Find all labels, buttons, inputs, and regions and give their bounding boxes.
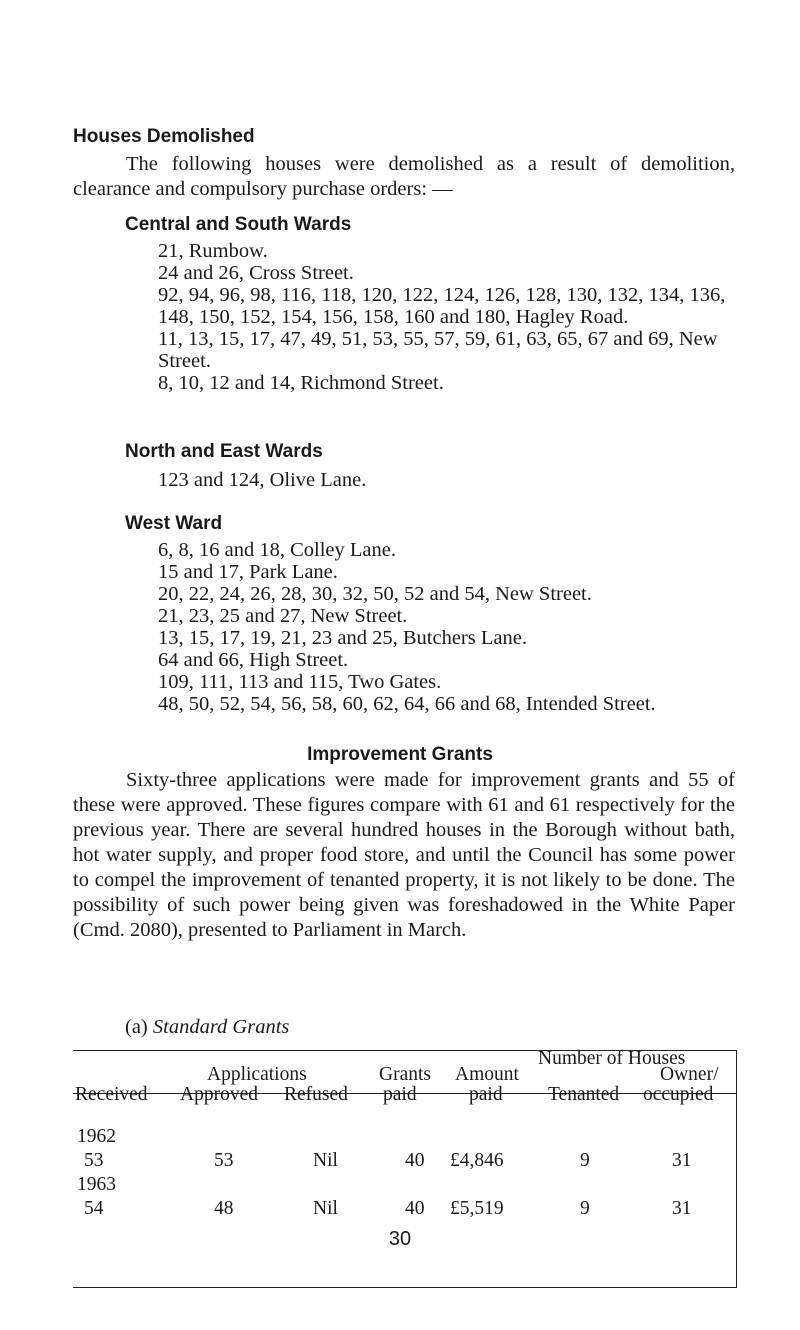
list-item: 24 and 26, Cross Street.	[158, 262, 354, 284]
cell-owner-occupied: 31	[672, 1150, 692, 1171]
header-approved: Approved	[180, 1084, 258, 1105]
list-item: 21, 23, 25 and 27, New Street.	[158, 605, 408, 627]
page-number: 30	[388, 1228, 412, 1250]
header-refused: Refused	[284, 1084, 348, 1105]
section-heading-west: West Ward	[125, 513, 223, 534]
list-item: 109, 111, 113 and 115, Two Gates.	[158, 671, 442, 693]
cell-tenanted: 9	[580, 1198, 590, 1219]
list-item: 48, 50, 52, 54, 56, 58, 60, 62, 64, 66 and 68, Intended Street.	[158, 693, 656, 715]
list-item: 11, 13, 15, 17, 47, 49, 51, 53, 55, 57, 59, 61, 63, 65, 67 and 69, New Street.	[158, 328, 718, 372]
cell-approved: 48	[214, 1198, 234, 1219]
cell-refused: Nil	[313, 1150, 338, 1171]
standard-grants-label	[125, 1016, 289, 1039]
header-tenanted: Tenanted	[548, 1084, 620, 1105]
header-amount: Amount	[455, 1064, 519, 1085]
list-item: 21, Rumbow.	[158, 240, 268, 262]
list-item: 6, 8, 16 and 18, Colley Lane.	[158, 539, 396, 561]
header-grants-paid: paid	[383, 1084, 417, 1105]
list-item: 15 and 17, Park Lane.	[158, 561, 338, 583]
section-heading-central-south: Central and South Wards	[125, 214, 352, 235]
sub-title: Standard Grants	[152, 1016, 290, 1038]
list-item: 8, 10, 12 and 14, Richmond Street.	[158, 372, 444, 394]
west-list	[158, 539, 753, 715]
cell-received: 53	[84, 1150, 104, 1171]
cell-owner-occupied: 31	[672, 1198, 692, 1219]
list-item: 20, 22, 24, 26, 28, 30, 32, 50, 52 and 54, New Street.	[158, 583, 592, 605]
improvement-paragraph: Sixty-three applications were made for improvement grants and 55 of these were approved. These figures compare with 61 and 61 respectively for the previous year. There are several hundred houses in the Borough without bath, hot water supply, and proper food store, and until the Council has some power to compel the improvement of tenanted property, it is not likely to be done. The possibility of such power being given was foreshadowed in the White Paper (Cmd. 2080), presented to Parliament in March.	[73, 769, 735, 941]
improvement-heading: Improvement Grants	[307, 744, 493, 765]
header-applications: Applications	[207, 1064, 307, 1085]
list-item: 92, 94, 96, 98, 116, 118, 120, 122, 124, 126, 128, 130, 132, 134, 136, 148, 150, 152, 154, 156, 158, 160 and 180, Hagley Road.	[158, 284, 726, 328]
cell-grants-paid: 40	[405, 1198, 425, 1219]
intro-paragraph: The following houses were demolished as a result of demolition, clearance and compulsory purchase orders: —	[73, 153, 735, 200]
cell-amount-paid: £4,846	[450, 1150, 504, 1171]
section-heading-north-east: North and East Wards	[125, 441, 323, 462]
page-title: Houses Demolished	[73, 126, 255, 147]
header-grants: Grants	[379, 1064, 431, 1085]
header-received: Received	[75, 1084, 148, 1105]
cell-refused: Nil	[313, 1198, 338, 1219]
list-item: 64 and 66, High Street.	[158, 649, 349, 671]
row-year: 1963	[77, 1174, 116, 1195]
header-amount-paid: paid	[469, 1084, 503, 1105]
cell-grants-paid: 40	[405, 1150, 425, 1171]
row-year: 1962	[77, 1126, 116, 1147]
north-east-list	[158, 469, 753, 491]
list-item: 13, 15, 17, 19, 21, 23 and 25, Butchers Lane.	[158, 627, 527, 649]
cell-received: 54	[84, 1198, 104, 1219]
cell-tenanted: 9	[580, 1150, 590, 1171]
list-item: 123 and 124, Olive Lane.	[158, 469, 367, 491]
cell-approved: 53	[214, 1150, 234, 1171]
header-occupied: occupied	[643, 1084, 714, 1105]
header-number-of-houses: Number of Houses	[538, 1048, 686, 1069]
central-south-list	[158, 240, 753, 394]
cell-amount-paid: £5,519	[450, 1198, 504, 1219]
sub-label: (a)	[125, 1016, 148, 1038]
header-owner: Owner/	[660, 1064, 719, 1085]
